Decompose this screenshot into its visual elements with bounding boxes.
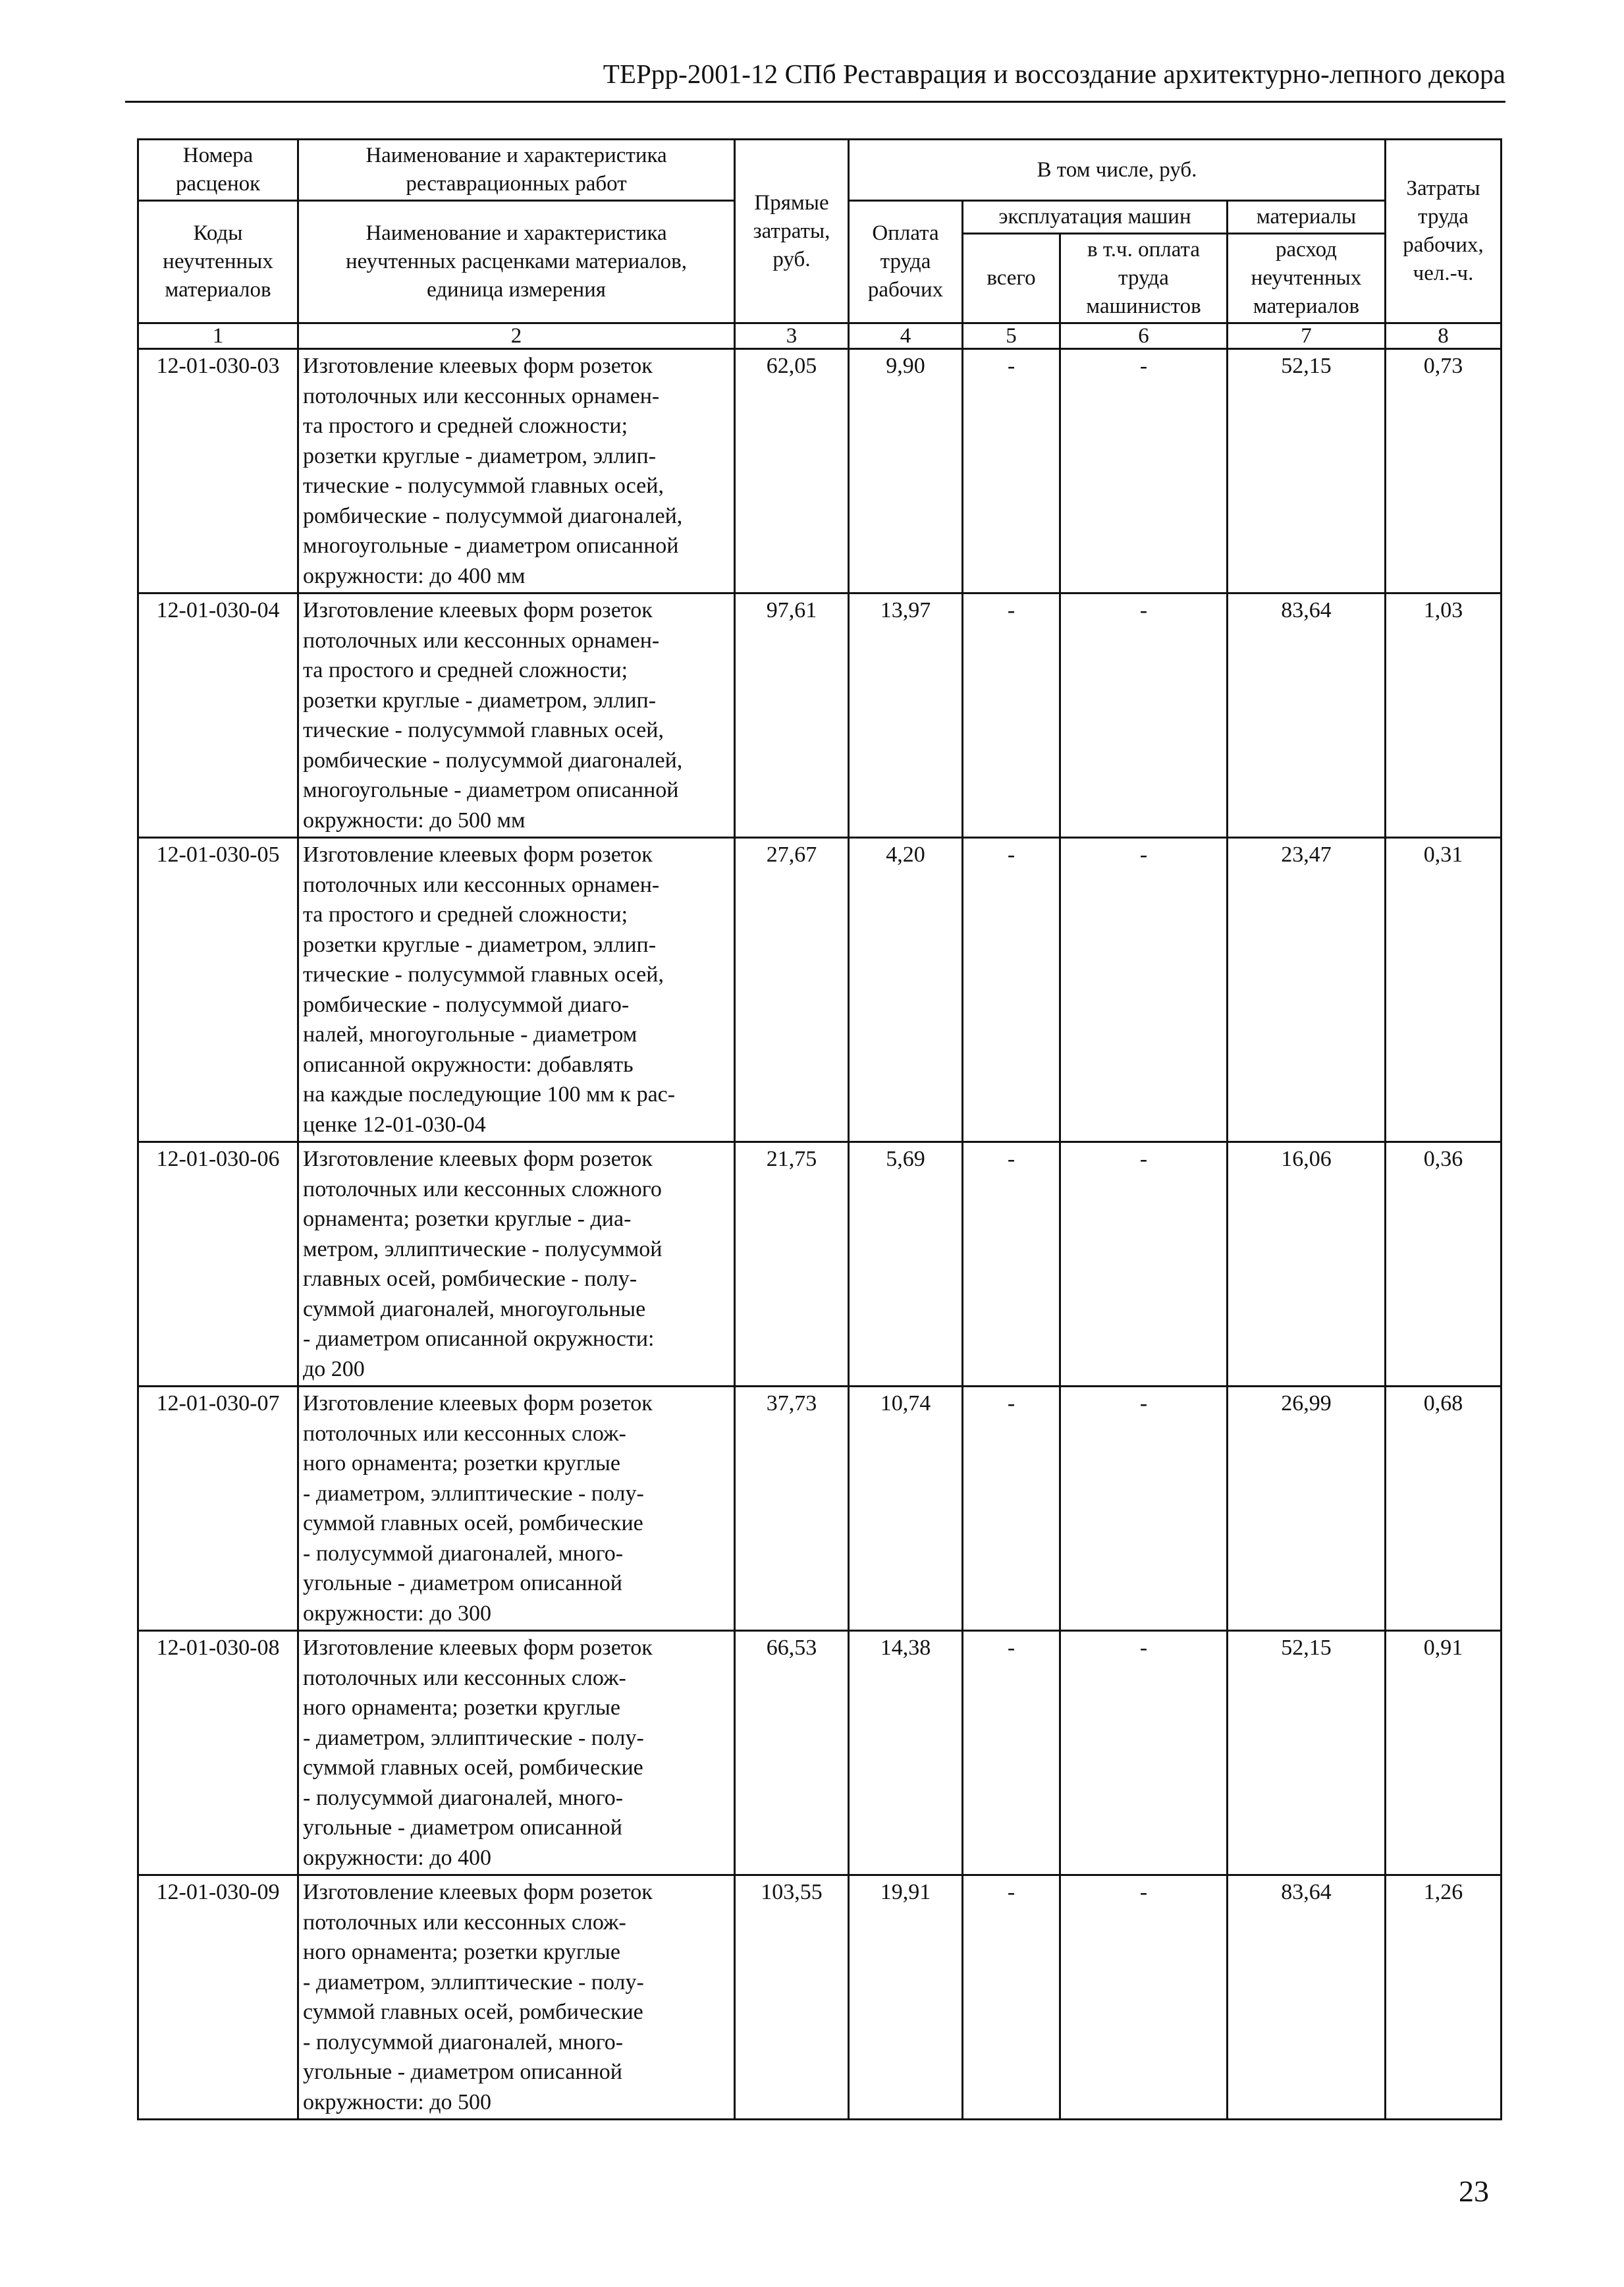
column-number: 2	[298, 323, 735, 349]
labor-hours-value: 0,36	[1386, 1142, 1502, 1387]
column-number: 8	[1386, 323, 1502, 349]
machinists-pay-value: -	[1060, 1631, 1228, 1875]
labor-pay-value: 9,90	[849, 349, 963, 593]
rate-code: 12-01-030-06	[138, 1142, 298, 1387]
rate-code: 12-01-030-08	[138, 1631, 298, 1875]
column-number: 1	[138, 323, 298, 349]
machines-total-value: -	[963, 349, 1060, 593]
materials-value: 83,64	[1228, 1875, 1386, 2120]
work-description: Изготовление клеевых форм розеток потолочных или кессонных слож- ного орнамента; розетки круглые - диаметром, эллиптические - полу- суммой главных осей, ромбические - полусуммой диагоналей, много- угольные - диаметром описанной окружности: до 500	[298, 1875, 735, 2120]
direct-costs-value: 66,53	[735, 1631, 849, 1875]
header-material-name: Наименование и характеристика неучтенных расценками материалов, единица измерения	[298, 201, 735, 323]
labor-pay-value: 13,97	[849, 593, 963, 838]
column-number: 4	[849, 323, 963, 349]
rate-code: 12-01-030-03	[138, 349, 298, 593]
header-labor-hours: Затраты труда рабочих, чел.-ч.	[1386, 140, 1502, 323]
labor-hours-value: 0,91	[1386, 1631, 1502, 1875]
header-materials-consumption: расход неучтенных материалов	[1228, 234, 1386, 323]
materials-value: 23,47	[1228, 838, 1386, 1142]
header-machinists-pay: в т.ч. оплата труда машинистов	[1060, 234, 1228, 323]
work-description: Изготовление клеевых форм розеток потолочных или кессонных слож- ного орнамента; розетки круглые - диаметром, эллиптические - полу- суммой главных осей, ромбические - полусуммой диагоналей, много- угольные - диаметром описанной окружности: до 400	[298, 1631, 735, 1875]
work-description: Изготовление клеевых форм розеток потолочных или кессонных орнамен- та простого и средней сложности; розетки круглые - диаметром, эллип- тические - полусуммой главных осей, ромбические - полусуммой диаго- налей, многоугольные - диаметром описанной окружности: добавлять на каждые последующие 100 мм к рас- ценке 12-01-030-04	[298, 838, 735, 1142]
column-number: 6	[1060, 323, 1228, 349]
page-number: 23	[1459, 2174, 1489, 2208]
direct-costs-value: 62,05	[735, 349, 849, 593]
labor-hours-value: 0,73	[1386, 349, 1502, 593]
work-description: Изготовление клеевых форм розеток потолочных или кессонных орнамен- та простого и средней сложности; розетки круглые - диаметром, эллип- тические - полусуммой главных осей, ромбические - полусуммой диагоналей, многоугольные - диаметром описанной окружности: до 400 мм	[298, 349, 735, 593]
work-description: Изготовление клеевых форм розеток потолочных или кессонных орнамен- та простого и средней сложности; розетки круглые - диаметром, эллип- тические - полусуммой главных осей, ромбические - полусуммой диагоналей, многоугольные - диаметром описанной окружности: до 500 мм	[298, 593, 735, 838]
rates-table	[137, 138, 1502, 2120]
labor-pay-value: 10,74	[849, 1387, 963, 1631]
work-description: Изготовление клеевых форм розеток потолочных или кессонных сложного орнамента; розетки круглые - диа- метром, эллиптические - полусуммой главных осей, ромбические - полу- суммой диагоналей, многоугольные - диаметром описанной окружности: до 200	[298, 1142, 735, 1387]
work-description: Изготовление клеевых форм розеток потолочных или кессонных слож- ного орнамента; розетки круглые - диаметром, эллиптические - полу- суммой главных осей, ромбические - полусуммой диагоналей, много- угольные - диаметром описанной окружности: до 300	[298, 1387, 735, 1631]
page-header-title: ТЕРрр-2001-12 СПб Реставрация и воссоздание архитектурно-лепного декора	[603, 59, 1505, 89]
rate-code: 12-01-030-04	[138, 593, 298, 838]
machines-total-value: -	[963, 1387, 1060, 1631]
labor-pay-value: 14,38	[849, 1631, 963, 1875]
header-rate-numbers: Номера расценок	[138, 140, 298, 201]
labor-pay-value: 5,69	[849, 1142, 963, 1387]
column-number: 7	[1228, 323, 1386, 349]
materials-value: 52,15	[1228, 349, 1386, 593]
labor-hours-value: 0,68	[1386, 1387, 1502, 1631]
machinists-pay-value: -	[1060, 838, 1228, 1142]
machinists-pay-value: -	[1060, 349, 1228, 593]
labor-hours-value: 1,26	[1386, 1875, 1502, 2120]
header-group-including: В том числе, руб.	[849, 140, 1386, 201]
materials-value: 26,99	[1228, 1387, 1386, 1631]
machinists-pay-value: -	[1060, 1875, 1228, 2120]
table-row	[138, 1387, 1502, 1631]
machinists-pay-value: -	[1060, 593, 1228, 838]
labor-hours-value: 0,31	[1386, 838, 1502, 1142]
table-row	[138, 1631, 1502, 1875]
rate-code: 12-01-030-09	[138, 1875, 298, 2120]
column-number-row	[138, 323, 1502, 349]
materials-value: 83,64	[1228, 593, 1386, 838]
header-work-name: Наименование и характеристика реставрационных работ	[298, 140, 735, 201]
table-row	[138, 1142, 1502, 1387]
column-number: 5	[963, 323, 1060, 349]
materials-value: 52,15	[1228, 1631, 1386, 1875]
column-number: 3	[735, 323, 849, 349]
header-direct-costs: Прямые затраты, руб.	[735, 140, 849, 323]
direct-costs-value: 103,55	[735, 1875, 849, 2120]
header-group-materials: материалы	[1228, 201, 1386, 234]
rate-code: 12-01-030-05	[138, 838, 298, 1142]
labor-hours-value: 1,03	[1386, 593, 1502, 838]
table-row	[138, 593, 1502, 838]
direct-costs-value: 97,61	[735, 593, 849, 838]
direct-costs-value: 37,73	[735, 1387, 849, 1631]
header-labor-pay: Оплата труда рабочих	[849, 201, 963, 323]
labor-pay-value: 4,20	[849, 838, 963, 1142]
machines-total-value: -	[963, 593, 1060, 838]
machinists-pay-value: -	[1060, 1142, 1228, 1387]
header-material-codes: Коды неучтенных материалов	[138, 201, 298, 323]
header-rule	[125, 101, 1505, 103]
table-row	[138, 349, 1502, 593]
machines-total-value: -	[963, 1142, 1060, 1387]
machines-total-value: -	[963, 1875, 1060, 2120]
machinists-pay-value: -	[1060, 1387, 1228, 1631]
table-row	[138, 838, 1502, 1142]
table-row	[138, 1875, 1502, 2120]
rate-code: 12-01-030-07	[138, 1387, 298, 1631]
materials-value: 16,06	[1228, 1142, 1386, 1387]
direct-costs-value: 21,75	[735, 1142, 849, 1387]
machines-total-value: -	[963, 838, 1060, 1142]
header-group-machines: эксплуатация машин	[963, 201, 1228, 234]
labor-pay-value: 19,91	[849, 1875, 963, 2120]
header-machines-total: всего	[963, 234, 1060, 323]
direct-costs-value: 27,67	[735, 838, 849, 1142]
machines-total-value: -	[963, 1631, 1060, 1875]
